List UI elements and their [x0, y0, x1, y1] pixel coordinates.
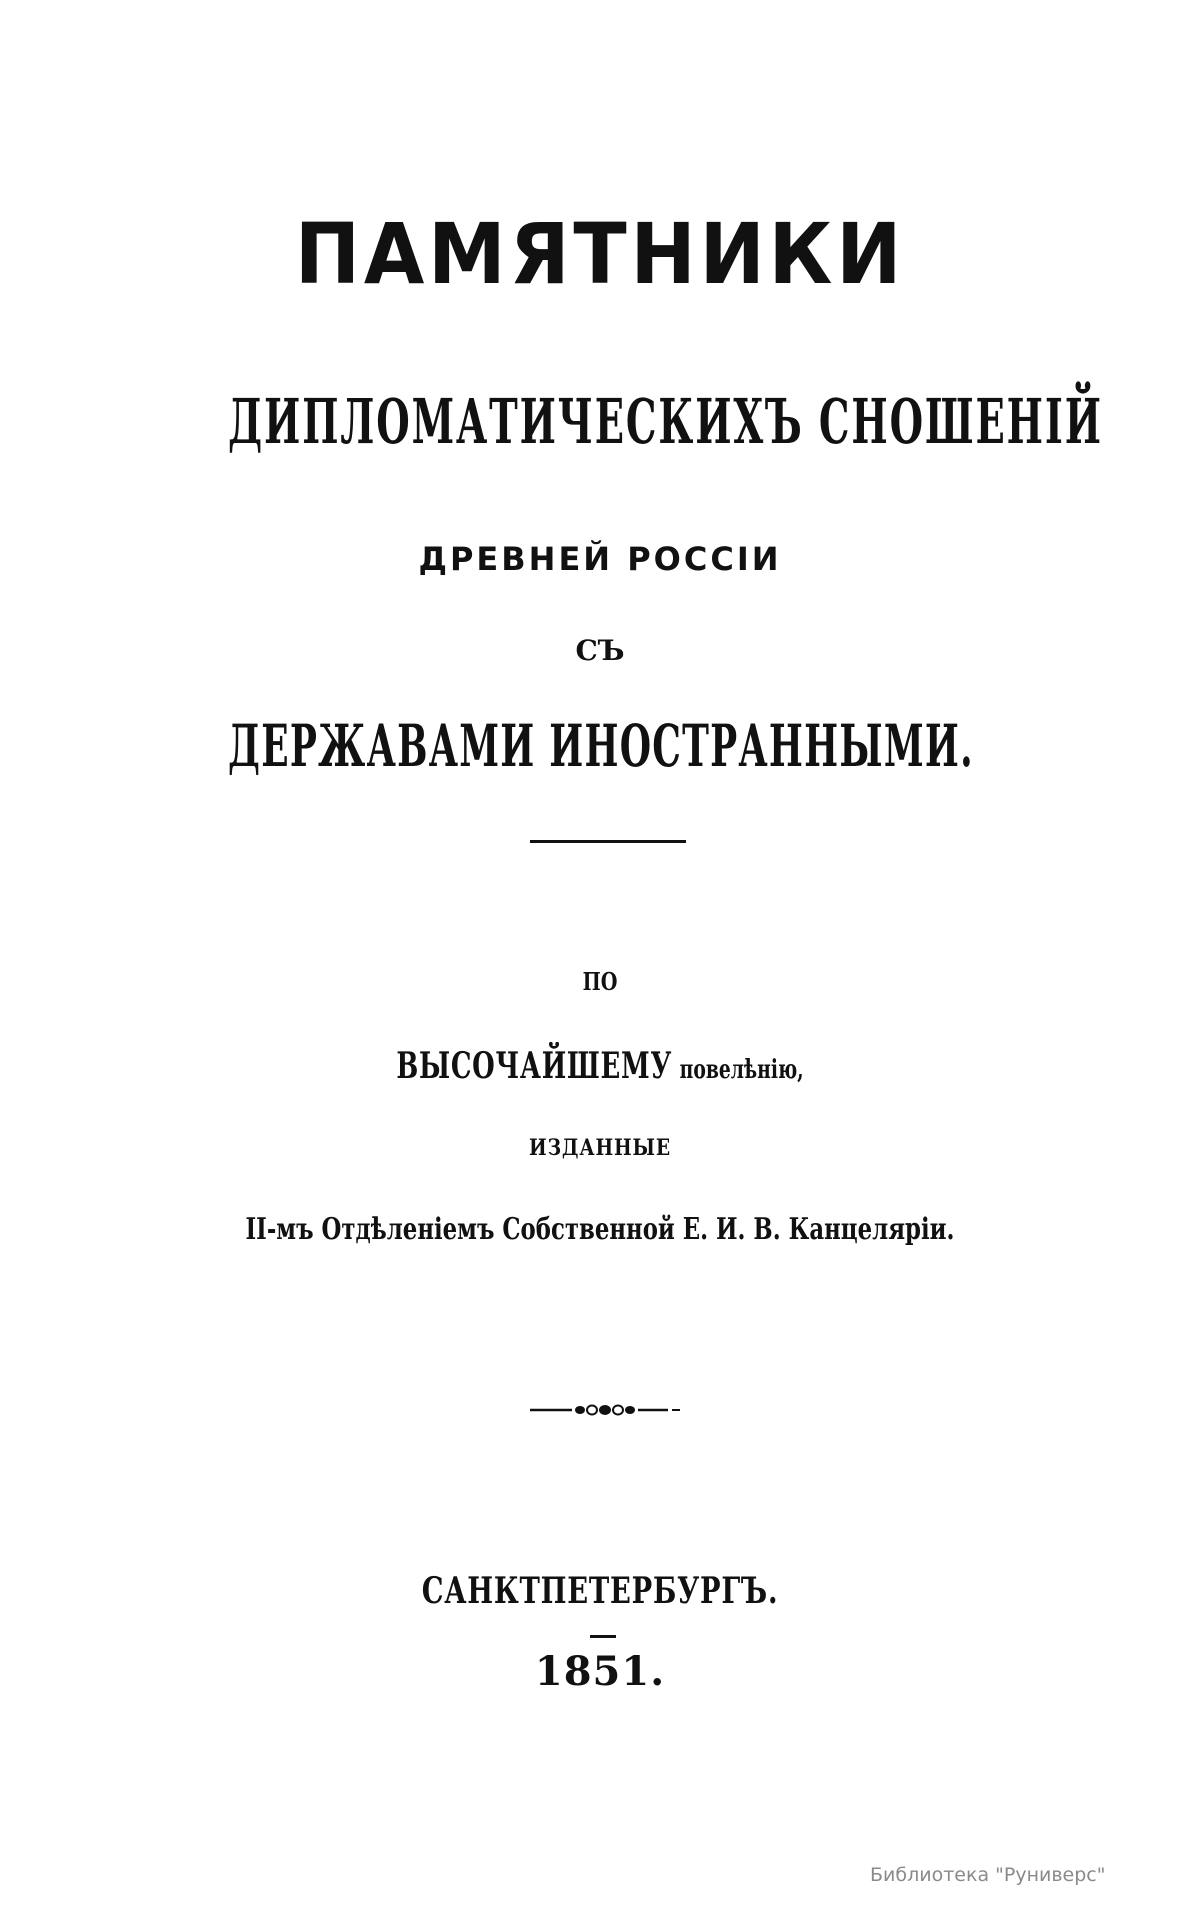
ornament-divider [530, 1402, 680, 1418]
imperial-order-strong: ВЫСОЧАЙШЕМУ [396, 1045, 673, 1087]
imperial-order-line [168, 1045, 1032, 1087]
divider-rule [530, 840, 686, 843]
publisher-office-line [144, 1212, 1056, 1247]
subtitle-with: СЪ [575, 634, 625, 667]
publication-year: 1851. [534, 1648, 666, 1695]
office-prefix: II-мъ [245, 1212, 314, 1247]
book-title: ПАМЯТНИКИ [294, 205, 906, 303]
subtitle-diplomatic-relations: ДИПЛОМАТИЧЕСКИХЪ СНОШЕНІЙ [228, 385, 1103, 458]
subtitle-foreign-powers: ДЕРЖАВАМИ ИНОСТРАННЫМИ. [228, 712, 974, 780]
publication-city: САНКТПЕТЕРБУРГЪ. [421, 1570, 779, 1612]
library-watermark: Библиотека "Руниверс" [870, 1864, 1106, 1886]
city-year-dash [590, 1635, 616, 1638]
imperial-order-rest: повелѣнію, [679, 1055, 804, 1085]
published-label: ИЗДАННЫЕ [529, 1135, 671, 1161]
by-line: ПО [582, 967, 618, 996]
subtitle-ancient-russia: ДРЕВНЕЙ РОССІИ [418, 540, 782, 578]
office-rest: Отдѣленіемъ Собственной Е. И. В. Канцеляріи. [321, 1212, 955, 1247]
